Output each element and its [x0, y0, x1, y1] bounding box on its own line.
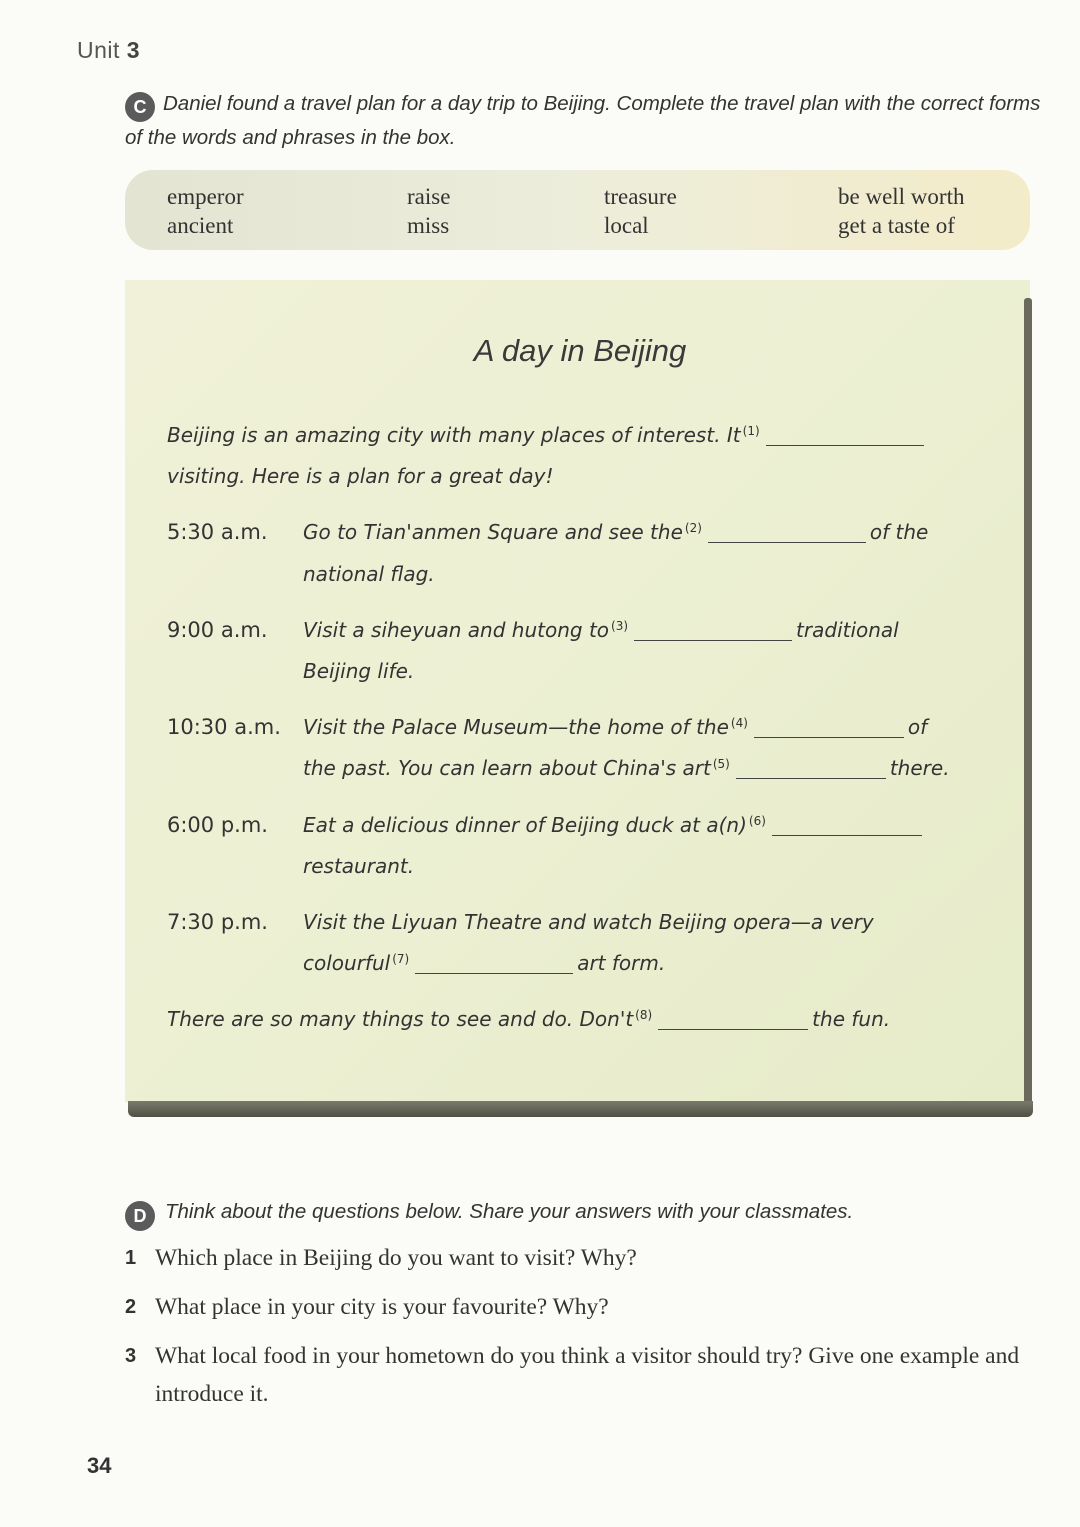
word-box [125, 170, 1030, 250]
word-item: treasure [604, 184, 677, 209]
item-text: the past. You can learn about China's art [303, 756, 711, 780]
section-c-badge: C [125, 92, 155, 122]
blank-number: (5) [712, 757, 730, 771]
unit-header [77, 37, 140, 64]
item-text: Visit the Palace Museum—the home of the [303, 715, 729, 739]
plan-intro-line-1 [167, 423, 928, 447]
time-label: 6:00 p.m. [167, 813, 268, 837]
section-c-instruction [125, 88, 1045, 153]
plan-intro-line-2: visiting. Here is a plan for a great day! [167, 464, 554, 488]
answer-blank-1[interactable] [766, 427, 924, 446]
word-column-4 [838, 182, 964, 240]
closing-text: There are so many things to see and do. Don't [167, 1007, 634, 1031]
word-item: miss [407, 213, 450, 238]
word-column-1 [167, 182, 244, 240]
plan-item-text [303, 951, 665, 975]
card-edge-right [1024, 298, 1032, 1113]
item-text: of [907, 715, 928, 739]
plan-title: A day in Beijing [473, 333, 687, 368]
item-text: Visit a [303, 618, 365, 642]
plan-item-text: Visit the Liyuan Theatre and watch Beijing opera—a very [303, 910, 874, 934]
word-item: raise [407, 184, 451, 209]
unit-label: Unit [77, 37, 120, 63]
item-term: hutong [511, 618, 583, 642]
blank-number: (3) [611, 619, 629, 633]
plan-item-text [303, 715, 927, 739]
blank-number: (2) [684, 521, 702, 535]
word-column-3 [604, 182, 677, 240]
item-text: and [467, 618, 506, 642]
plan-item-text [303, 520, 928, 544]
blank-number: (7) [392, 952, 410, 966]
answer-blank-3[interactable] [634, 622, 792, 641]
plan-item-text: national flag. [303, 562, 435, 586]
word-item: be well worth [838, 184, 965, 209]
section-d-badge: D [125, 1201, 155, 1231]
answer-blank-4[interactable] [754, 719, 904, 738]
plan-item-text [303, 756, 950, 780]
question-item [125, 1239, 1025, 1277]
plan-item-text: restaurant. [303, 854, 415, 878]
item-text: there. [889, 756, 950, 780]
plan-item-text [303, 618, 899, 642]
word-item: local [604, 213, 649, 238]
section-c-text: Daniel found a travel plan for a day trip to Beijing. Complete the travel plan with the correct forms of the words and phrases in the box. [125, 92, 1041, 149]
question-number: 3 [125, 1345, 137, 1367]
time-label: 10:30 a.m. [167, 715, 281, 739]
page-number: 34 [87, 1453, 112, 1478]
question-text: What local food in your hometown do you think a visitor should try? Give one example and introduce it. [155, 1343, 1020, 1407]
intro-text: Beijing is an amazing city with many places of interest. It [167, 423, 741, 447]
plan-closing [167, 1007, 890, 1031]
plan-item-text [303, 813, 926, 837]
blank-number: (1) [742, 424, 760, 438]
answer-blank-5[interactable] [736, 760, 886, 779]
word-item: get a taste of [838, 213, 955, 238]
travel-plan-card [125, 280, 1030, 1102]
answer-blank-7[interactable] [415, 955, 573, 974]
item-text: Eat a delicious dinner of Beijing duck at a(n) [303, 813, 747, 837]
blank-number: (4) [730, 716, 748, 730]
time-label: 9:00 a.m. [167, 618, 268, 642]
question-number: 1 [125, 1247, 137, 1269]
item-text: to [588, 618, 610, 642]
item-text: traditional [796, 618, 899, 642]
blank-number: (8) [635, 1008, 653, 1022]
section-d-text: Think about the questions below. Share your answers with your classmates. [165, 1200, 854, 1223]
card-edge-bottom [128, 1101, 1033, 1117]
word-item: ancient [167, 213, 234, 238]
question-text: Which place in Beijing do you want to visit? Why? [155, 1245, 637, 1271]
unit-number: 3 [126, 37, 141, 63]
word-column-2 [407, 182, 450, 240]
item-text: Go to Tian'anmen Square and see the [303, 520, 683, 544]
question-item [125, 1337, 1025, 1413]
answer-blank-8[interactable] [658, 1011, 808, 1030]
item-text: colourful [303, 951, 391, 975]
question-text: What place in your city is your favourite? Why? [155, 1294, 609, 1320]
item-text: of the [869, 520, 929, 544]
plan-item-text: Beijing life. [303, 659, 415, 683]
answer-blank-2[interactable] [708, 524, 866, 543]
time-label: 7:30 p.m. [167, 910, 268, 934]
closing-text: the fun. [812, 1007, 891, 1031]
word-item: emperor [167, 184, 244, 209]
time-label: 5:30 a.m. [167, 520, 268, 544]
blank-number: (6) [748, 814, 766, 828]
question-number: 2 [125, 1296, 137, 1318]
item-term: siheyuan [371, 618, 462, 642]
question-item [125, 1288, 1025, 1326]
answer-blank-6[interactable] [772, 817, 922, 836]
section-d-instruction [125, 1196, 1045, 1231]
item-text: art form. [577, 951, 666, 975]
